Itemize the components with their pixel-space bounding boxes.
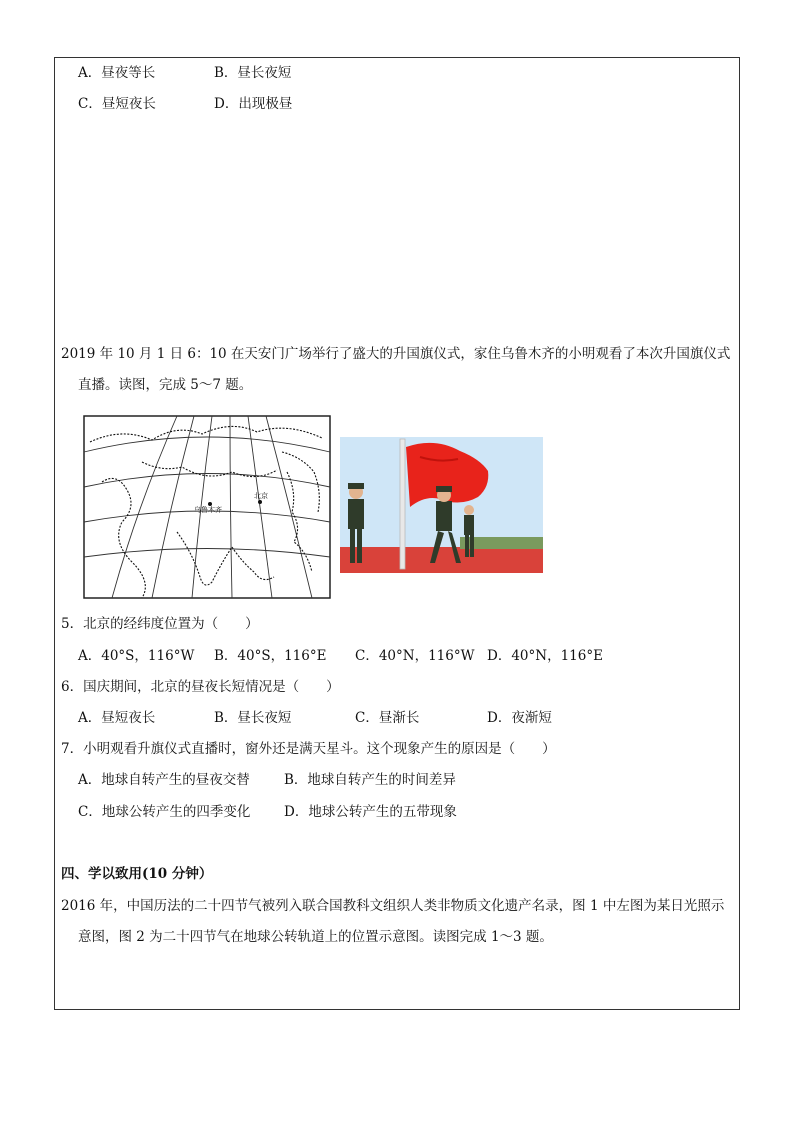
q4-option-d[interactable]: D．出现极昼 (214, 96, 293, 112)
q4-option-a[interactable]: A．昼夜等长 (78, 65, 156, 81)
passage-line-2: 直播。读图，完成 5～7 题。 (78, 377, 253, 393)
q6-option-a[interactable]: A．昼短夜长 (78, 710, 156, 726)
q5-stem: 5．北京的经纬度位置为（ ） (61, 616, 259, 632)
passage-line-1: 2019 年 10 月 1 日 6：10 在天安门广场举行了盛大的升国旗仪式，家住乌鲁木齐的小明观看了本次升国旗仪式 (61, 346, 731, 362)
map-label-beijing: 北京 (254, 492, 268, 500)
flag-raising-photo (340, 437, 543, 573)
q6-option-c[interactable]: C．昼渐长 (355, 710, 420, 726)
q6-option-d[interactable]: D．夜渐短 (487, 710, 552, 726)
section-4-line-2: 意图，图 2 为二十四节气在地球公转轨道上的位置示意图。读图完成 1～3 题。 (78, 929, 553, 945)
q4-option-c[interactable]: C．昼短夜长 (78, 96, 156, 112)
section-4-heading: 四、学以致用(10 分钟） (61, 866, 213, 882)
q6-stem: 6．国庆期间，北京的昼夜长短情况是（ ） (61, 679, 340, 695)
q5-option-d[interactable]: D．40°N，116°E (487, 648, 603, 664)
q6-option-b[interactable]: B．昼长夜短 (214, 710, 292, 726)
q4-option-b[interactable]: B．昼长夜短 (214, 65, 292, 81)
asia-map-figure (82, 412, 332, 602)
q5-option-b[interactable]: B．40°S，116°E (214, 648, 327, 664)
q7-stem: 7．小明观看升旗仪式直播时，窗外还是满天星斗。这个现象产生的原因是（ ） (61, 741, 556, 757)
map-label-urumqi: 乌鲁木齐 (194, 506, 222, 514)
q7-option-c[interactable]: C．地球公转产生的四季变化 (78, 804, 251, 820)
section-4-line-1: 2016 年，中国历法的二十四节气被列入联合国教科文组织人类非物质文化遗产名录，图 1 中左图为某日光照示 (61, 898, 725, 914)
q5-option-a[interactable]: A．40°S，116°W (78, 648, 195, 664)
q7-option-a[interactable]: A．地球自转产生的昼夜交替 (78, 772, 250, 788)
q7-option-b[interactable]: B．地球自转产生的时间差异 (284, 772, 456, 788)
q7-option-d[interactable]: D．地球公转产生的五带现象 (284, 804, 457, 820)
q5-option-c[interactable]: C．40°N，116°W (355, 648, 475, 664)
